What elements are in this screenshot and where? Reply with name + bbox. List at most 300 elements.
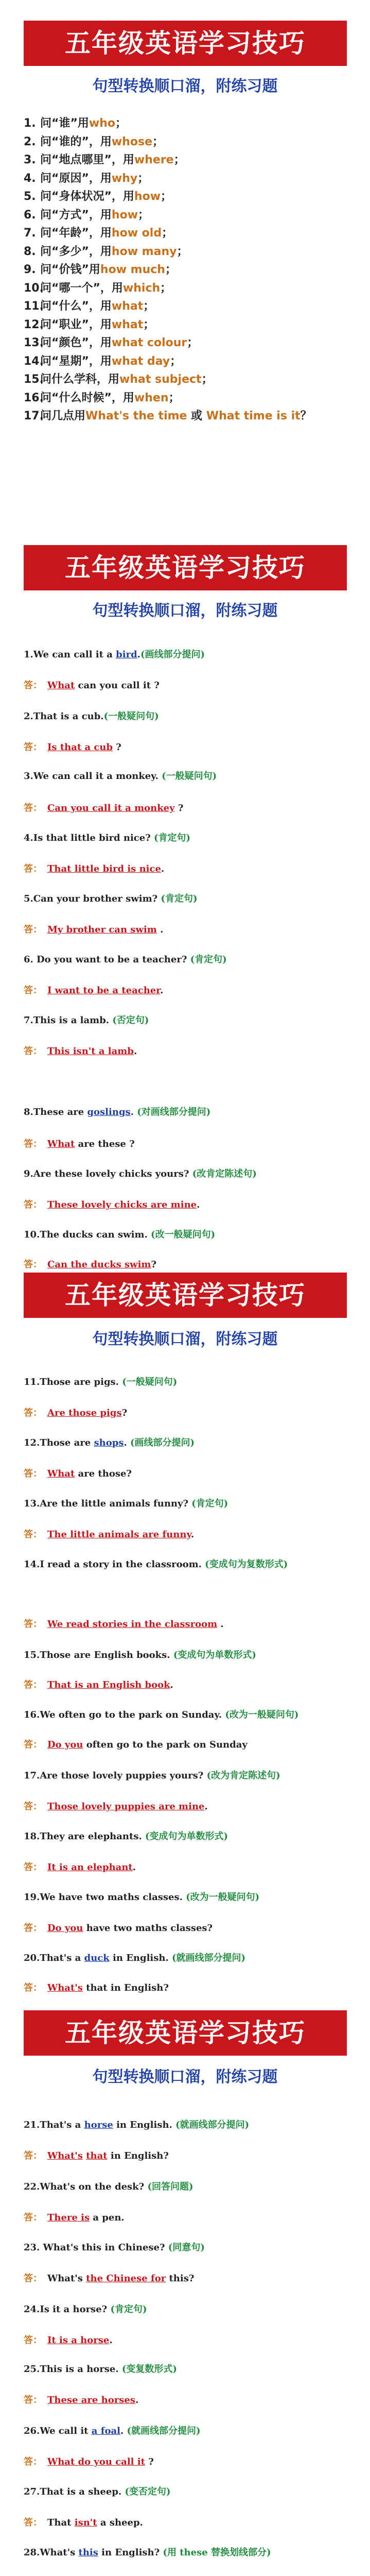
answer-14	[24, 1618, 358, 1631]
answer-text: .	[135, 2395, 139, 2405]
section2-subtitle: 句型转换顺口溜，附练习题	[92, 602, 278, 620]
answer-label: 答：	[24, 1529, 42, 1540]
rule-pre: 问“地点哪里”，用	[40, 154, 134, 166]
question-16	[24, 1708, 358, 1722]
question-instruction: (画线部分提问)	[140, 649, 205, 660]
section1-title: 五年级英语学习技巧	[24, 21, 347, 66]
answer-label: 答：	[24, 803, 42, 814]
rule-item	[24, 407, 353, 426]
underlined-word: goslings	[87, 1107, 131, 1117]
question-23	[24, 2241, 358, 2255]
rule-item	[24, 170, 353, 188]
rule-kw: how much	[100, 263, 165, 276]
question-instruction: (改为一般疑问句)	[186, 1892, 260, 1903]
section4-subtitle: 句型转换顺口溜，附练习题	[92, 2068, 278, 2086]
question-text: 5.Can your brother swim?	[24, 893, 161, 904]
question-instruction: (肯定句)	[191, 1498, 228, 1509]
question-text: 10.The ducks can swim.	[24, 1229, 151, 1240]
rule-post: ；	[168, 391, 180, 404]
rule-item	[24, 243, 353, 261]
underlined-word: this	[78, 2547, 98, 2558]
question-instruction: (就画线部分提问)	[175, 2120, 250, 2130]
answer-label: 答：	[24, 1862, 42, 1873]
answer-19	[24, 1922, 358, 1935]
rule-n: 1.	[24, 117, 36, 130]
question-instruction: (肯定句)	[110, 2304, 147, 2315]
answer-underlined: My brother can swim	[47, 924, 157, 935]
rule-post: ；	[115, 117, 127, 130]
answer-text: ?	[174, 803, 184, 814]
rule-item	[24, 224, 353, 243]
question-instruction: (变复数形式)	[121, 2364, 177, 2375]
answer-text: are those?	[75, 1468, 132, 1479]
question-text: 9.Are these lovely chicks yours?	[24, 1168, 192, 1179]
question-6	[24, 953, 358, 967]
question-text: 8.These are	[24, 1107, 87, 1117]
question-text: 22.What's on the desk?	[24, 2181, 148, 2192]
answer-underlined: Do you	[47, 1923, 83, 1934]
question-13	[24, 1497, 358, 1511]
answer-label: 答：	[24, 1259, 42, 1270]
answer-24	[24, 2334, 358, 2347]
answer-underlined: I want to be a teacher	[47, 985, 161, 996]
answer-label: 答：	[24, 1046, 42, 1057]
question-text: .	[124, 1437, 131, 1448]
answer-underlined: that	[86, 2150, 108, 2161]
rule-n: 15.	[24, 373, 44, 386]
rule-item	[24, 261, 353, 279]
answer-label: 答：	[24, 1139, 42, 1149]
answer-text: .	[217, 1619, 224, 1630]
question-instruction: (就画线部分提问)	[172, 1953, 246, 1963]
rule-mid: 或	[187, 410, 206, 422]
answer-label: 答：	[24, 1982, 42, 1993]
rule-post: ；	[160, 281, 172, 295]
question-instruction: (否定句)	[112, 1015, 149, 1026]
question-instruction: (变否定句)	[125, 2486, 171, 2497]
rule-kw: how	[134, 190, 161, 203]
question-instruction: (用 these 替换划线部分)	[163, 2547, 271, 2558]
answer-text: can you call it ?	[75, 680, 160, 691]
answer-text: .	[204, 1801, 208, 1812]
rule-item	[24, 151, 353, 170]
question-text: 24.Is it a horse?	[24, 2304, 111, 2315]
rule-pre: 问“多少”，用	[40, 245, 112, 258]
question-instruction: (同意句)	[168, 2242, 205, 2253]
answer-text: What's	[47, 2273, 86, 2284]
question-instruction: (肯定句)	[190, 954, 227, 965]
answer-underlined: What	[47, 680, 75, 691]
question-5	[24, 892, 358, 906]
question-8	[24, 1106, 358, 1119]
rule-n: 5.	[24, 190, 36, 203]
question-instruction: (变成句为单数形式)	[173, 1650, 256, 1660]
answer-27	[24, 2516, 358, 2530]
answer-underlined: It is an elephant	[47, 1862, 133, 1873]
question-instruction: (画线部分提问)	[130, 1437, 195, 1448]
rule-post: ；	[138, 208, 150, 222]
question-text: 12.Those are	[24, 1437, 94, 1448]
question-text: .	[120, 2426, 127, 2436]
rule-pre: 问“星期”，用	[40, 354, 112, 368]
rule-kw: which	[122, 281, 161, 295]
section3-subtitle: 句型转换顺口溜，附练习题	[92, 1330, 278, 1348]
rule-item	[24, 133, 353, 151]
rule-n: 7.	[24, 227, 36, 240]
rule-n: 10.	[24, 281, 44, 295]
question-text: 20.That's a	[24, 1953, 84, 1963]
answer-26	[24, 2455, 358, 2469]
question-text: 14.I read a story in the classroom.	[24, 1559, 205, 1570]
rule-n: 11.	[24, 300, 44, 313]
question-text: 7.This is a lamb.	[24, 1015, 113, 1026]
rule-list	[24, 114, 353, 426]
rule-pre: 问“哪一个”，用	[40, 281, 123, 295]
answer-22	[24, 2211, 358, 2225]
rule-pre: 问“谁”用	[40, 117, 89, 130]
question-text: .	[130, 1107, 137, 1117]
question-instruction: (改一般疑问句)	[151, 1229, 216, 1240]
answer-text: .	[132, 1862, 136, 1873]
answer-label: 答：	[24, 1468, 42, 1479]
rule-item	[24, 352, 353, 371]
answer-25	[24, 2394, 358, 2407]
rule-item	[24, 279, 353, 298]
question-18	[24, 1830, 358, 1843]
answer-text: that in English?	[82, 1982, 169, 1993]
answer-text: ?	[145, 2456, 154, 2467]
rule-item	[24, 316, 353, 334]
answer-label: 答：	[24, 1680, 42, 1690]
answer-underlined: What's	[47, 2150, 83, 2161]
rule-item	[24, 206, 353, 225]
rule-item	[24, 334, 353, 352]
answer-text: .	[156, 924, 164, 935]
answer-underlined: These lovely chicks are mine	[47, 1199, 197, 1210]
answer-label: 答：	[24, 2517, 42, 2528]
rule-pre: 问“职业”，用	[40, 318, 112, 331]
answer-underlined: What do you call it	[47, 2456, 145, 2467]
answer-text: .	[190, 1529, 195, 1540]
answer-18	[24, 1861, 358, 1874]
answer-1	[24, 679, 358, 692]
question-text: in English?	[98, 2547, 163, 2558]
question-17	[24, 1769, 358, 1783]
answer-23	[24, 2272, 358, 2285]
answer-2	[24, 741, 358, 754]
answer-text: .	[133, 1046, 137, 1057]
rule-post: ；	[170, 354, 182, 368]
rule-n: 17.	[24, 410, 44, 422]
rule-pre: 问“年龄”，用	[40, 227, 112, 240]
rule-item	[24, 389, 353, 408]
question-11	[24, 1376, 358, 1389]
rule-pre: 问“颜色”，用	[40, 336, 112, 349]
rule-pre: 问“什么”，用	[40, 300, 112, 313]
answer-underlined: That is an English book	[47, 1680, 170, 1690]
rule-kw: what day	[111, 354, 170, 368]
answer-11	[24, 1406, 358, 1420]
question-text: .	[137, 649, 140, 660]
answer-text: a sheep.	[97, 2517, 143, 2528]
question-text: 18.They are elephants.	[24, 1831, 145, 1842]
underlined-word: horse	[84, 2120, 113, 2130]
question-text: 15.Those are English books.	[24, 1650, 173, 1660]
rule-pre: 问“方式”，用	[40, 208, 112, 222]
rule-kw: what colour	[111, 336, 187, 349]
question-25	[24, 2363, 358, 2376]
underlined-word: shops	[94, 1437, 124, 1448]
answer-5	[24, 923, 358, 937]
question-10	[24, 1228, 358, 1242]
answer-underlined: The little animals are funny	[47, 1529, 191, 1540]
question-27	[24, 2485, 358, 2499]
rule-pre: 问“身体状况”，用	[40, 190, 134, 203]
question-text: 6. Do you want to be a teacher?	[24, 954, 190, 965]
question-26	[24, 2425, 358, 2438]
question-28	[24, 2546, 358, 2560]
answer-label: 答：	[24, 680, 42, 691]
answer-label: 答：	[24, 1199, 42, 1210]
rule-pre: 问“什么时候”，用	[40, 391, 134, 404]
rule-kw: what subject	[119, 373, 202, 386]
rule-post: ；	[165, 263, 177, 276]
rule-pre: 问“谁的”，用	[40, 135, 112, 148]
answer-underlined: There is	[47, 2212, 90, 2223]
question-22	[24, 2180, 358, 2194]
answer-16	[24, 1738, 358, 1752]
question-instruction: (对画线部分提问)	[137, 1107, 211, 1117]
answer-text: a pen.	[90, 2212, 125, 2223]
question-instruction: (改为一般疑问句)	[225, 1709, 299, 1720]
rule-kw: What's the time	[85, 410, 187, 422]
question-12	[24, 1436, 358, 1450]
answer-label: 答：	[24, 863, 42, 874]
answer-label: 答：	[24, 2273, 42, 2284]
rule-kw: who	[89, 117, 116, 130]
question-instruction: (改为肯定陈述句)	[206, 1770, 280, 1781]
question-instruction: (肯定句)	[154, 833, 191, 843]
answer-label: 答：	[24, 1739, 42, 1750]
rule-n: 12.	[24, 318, 44, 331]
rule-post: ；	[162, 227, 173, 240]
answer-underlined: Can you call it a monkey	[47, 803, 175, 814]
answer-7	[24, 1045, 358, 1058]
answer-label: 答：	[24, 2212, 42, 2223]
answer-label: 答：	[24, 2456, 42, 2467]
rule-post: ；	[143, 318, 155, 331]
question-text: 19.We have two maths classes.	[24, 1892, 186, 1903]
underlined-word: a foal	[91, 2426, 120, 2436]
question-text: 11.Those are pigs.	[24, 1377, 122, 1387]
rule-post: ；	[187, 336, 199, 349]
rule-n: 2.	[24, 135, 36, 148]
answer-text: .	[170, 1680, 173, 1690]
answer-20	[24, 1981, 358, 1995]
answer-text: .	[197, 1199, 200, 1210]
question-instruction: (一般疑问句)	[103, 711, 159, 722]
question-instruction: (变成句为单数形式)	[145, 1831, 228, 1842]
question-3	[24, 770, 358, 783]
answer-underlined: These are horses	[47, 2395, 135, 2405]
answer-label: 答：	[24, 1801, 42, 1812]
answer-4	[24, 862, 358, 876]
answer-text: That	[47, 2517, 75, 2528]
answer-underlined: the Chinese for	[86, 2273, 166, 2284]
question-text: in English.	[113, 2120, 176, 2130]
section2-title: 五年级英语学习技巧	[24, 545, 347, 590]
answer-underlined: Is that a cub	[47, 742, 113, 753]
answer-underlined: It is a horse	[47, 2335, 110, 2346]
answer-underlined: That little bird is nice	[47, 863, 161, 874]
answer-underlined: Do you	[47, 1739, 83, 1750]
answer-6	[24, 984, 358, 997]
rule-post: ；	[137, 172, 149, 185]
question-text: 2.That is a cub.	[24, 711, 104, 722]
rule-post: ；	[201, 373, 213, 386]
question-15	[24, 1649, 358, 1662]
rule-kw: whose	[111, 135, 153, 148]
rule-n: 13.	[24, 336, 44, 349]
question-14	[24, 1558, 358, 1571]
question-text: 25.This is a horse.	[24, 2364, 122, 2375]
question-instruction: (回答问题)	[147, 2181, 193, 2192]
answer-17	[24, 1800, 358, 1814]
rule-post: ？	[300, 410, 312, 422]
rule-kw: how old	[111, 227, 162, 240]
question-text: 16.We often go to the park on Sunday.	[24, 1709, 225, 1720]
answer-text: have two maths classes?	[83, 1923, 213, 1934]
rule-kw2: What time is it	[206, 410, 301, 422]
question-text: 27.That is a sheep.	[24, 2486, 125, 2497]
rule-n: 8.	[24, 245, 36, 258]
question-21	[24, 2119, 358, 2132]
underlined-word: duck	[84, 1953, 110, 1963]
answer-9	[24, 1198, 358, 1212]
section3-title: 五年级英语学习技巧	[24, 1273, 347, 1318]
answer-underlined: Those lovely puppies are mine	[47, 1801, 205, 1812]
answer-text: are these ?	[75, 1139, 135, 1149]
question-text: 1.We can call it a	[24, 649, 116, 660]
rule-kw: where	[134, 154, 174, 166]
answer-label: 答：	[24, 2395, 42, 2405]
answer-underlined: isn't	[74, 2517, 97, 2528]
rule-item	[24, 188, 353, 206]
answer-text: often go to the park on Sunday	[83, 1739, 248, 1750]
answer-8	[24, 1138, 358, 1151]
rule-kw: what	[111, 318, 144, 331]
question-7	[24, 1014, 358, 1027]
answer-label: 答：	[24, 742, 42, 753]
answer-label: 答：	[24, 1923, 42, 1934]
question-text: 23. What's this in Chinese?	[24, 2242, 168, 2253]
rule-item	[24, 114, 353, 133]
answer-text: .	[160, 985, 164, 996]
answer-10	[24, 1258, 358, 1272]
answer-text: .	[109, 2335, 113, 2346]
question-4	[24, 832, 358, 845]
answer-underlined: What's	[47, 1982, 83, 1993]
question-20	[24, 1952, 358, 1965]
question-text: 17.Are those lovely puppies yours?	[24, 1770, 207, 1781]
answer-label: 答：	[24, 1408, 42, 1418]
answer-underlined: Are those pigs	[47, 1408, 122, 1418]
rule-n: 6.	[24, 208, 36, 222]
rule-pre: 问“价钱”用	[40, 263, 100, 276]
answer-label: 答：	[24, 2150, 42, 2161]
answer-underlined: Can the ducks swim	[47, 1259, 151, 1270]
answer-label: 答：	[24, 985, 42, 996]
question-text: 13.Are the little animals funny?	[24, 1498, 192, 1509]
answer-label: 答：	[24, 2335, 42, 2346]
question-19	[24, 1891, 358, 1904]
question-instruction: (一般疑问句)	[162, 771, 217, 782]
rule-kw: what	[111, 300, 144, 313]
section4-title: 五年级英语学习技巧	[24, 2010, 347, 2056]
rule-kw: why	[111, 172, 138, 185]
question-text: 28.What's	[24, 2547, 79, 2558]
answer-text: ?	[113, 742, 121, 753]
answer-label: 答：	[24, 1619, 42, 1630]
question-text: in English.	[109, 1953, 172, 1963]
question-text: 26.We call it	[24, 2426, 92, 2436]
rule-post: ；	[161, 190, 172, 203]
rule-post: ；	[177, 245, 188, 258]
rule-pre: 问“原因”，用	[40, 172, 112, 185]
answer-underlined: This isn't a lamb	[47, 1046, 134, 1057]
question-text: 3.We can call it a monkey.	[24, 771, 162, 782]
rule-n: 16.	[24, 391, 44, 404]
question-instruction: (一般疑问句)	[122, 1377, 178, 1387]
question-instruction: (改肯定陈述句)	[192, 1168, 257, 1179]
answer-text: this?	[166, 2273, 195, 2284]
answer-label: 答：	[24, 924, 42, 935]
answer-21	[24, 2149, 358, 2163]
rule-n: 4.	[24, 172, 36, 185]
rule-post: ；	[173, 154, 185, 166]
answer-underlined: We read stories in the classroom	[47, 1619, 218, 1630]
rule-pre: 问什么学科，用	[40, 373, 120, 386]
answer-3	[24, 802, 358, 815]
rule-pre: 问几点用	[40, 410, 86, 422]
answer-text: ?	[121, 1408, 128, 1418]
answer-12	[24, 1467, 358, 1481]
question-2	[24, 710, 358, 723]
rule-n: 3.	[24, 154, 36, 166]
answer-underlined: What	[47, 1139, 75, 1149]
answer-text: .	[161, 863, 165, 874]
question-9	[24, 1167, 358, 1181]
rule-kw: when	[134, 391, 169, 404]
rule-post: ；	[143, 300, 155, 313]
question-instruction: (肯定句)	[161, 893, 198, 904]
answer-15	[24, 1679, 358, 1692]
rule-kw: how many	[111, 245, 177, 258]
section1-subtitle: 句型转换顺口溜，附练习题	[92, 77, 278, 95]
rule-n: 14.	[24, 354, 44, 368]
answer-text: in English?	[107, 2150, 169, 2161]
rule-item	[24, 370, 353, 389]
answer-13	[24, 1528, 358, 1541]
question-text: 4.Is that little bird nice?	[24, 833, 154, 843]
rule-kw: how	[111, 208, 138, 222]
question-1	[24, 648, 358, 662]
question-text: 21.That's a	[24, 2120, 84, 2130]
rule-item	[24, 297, 353, 316]
rule-n: 9.	[24, 263, 36, 276]
answer-underlined: What	[47, 1468, 75, 1479]
question-24	[24, 2303, 358, 2316]
